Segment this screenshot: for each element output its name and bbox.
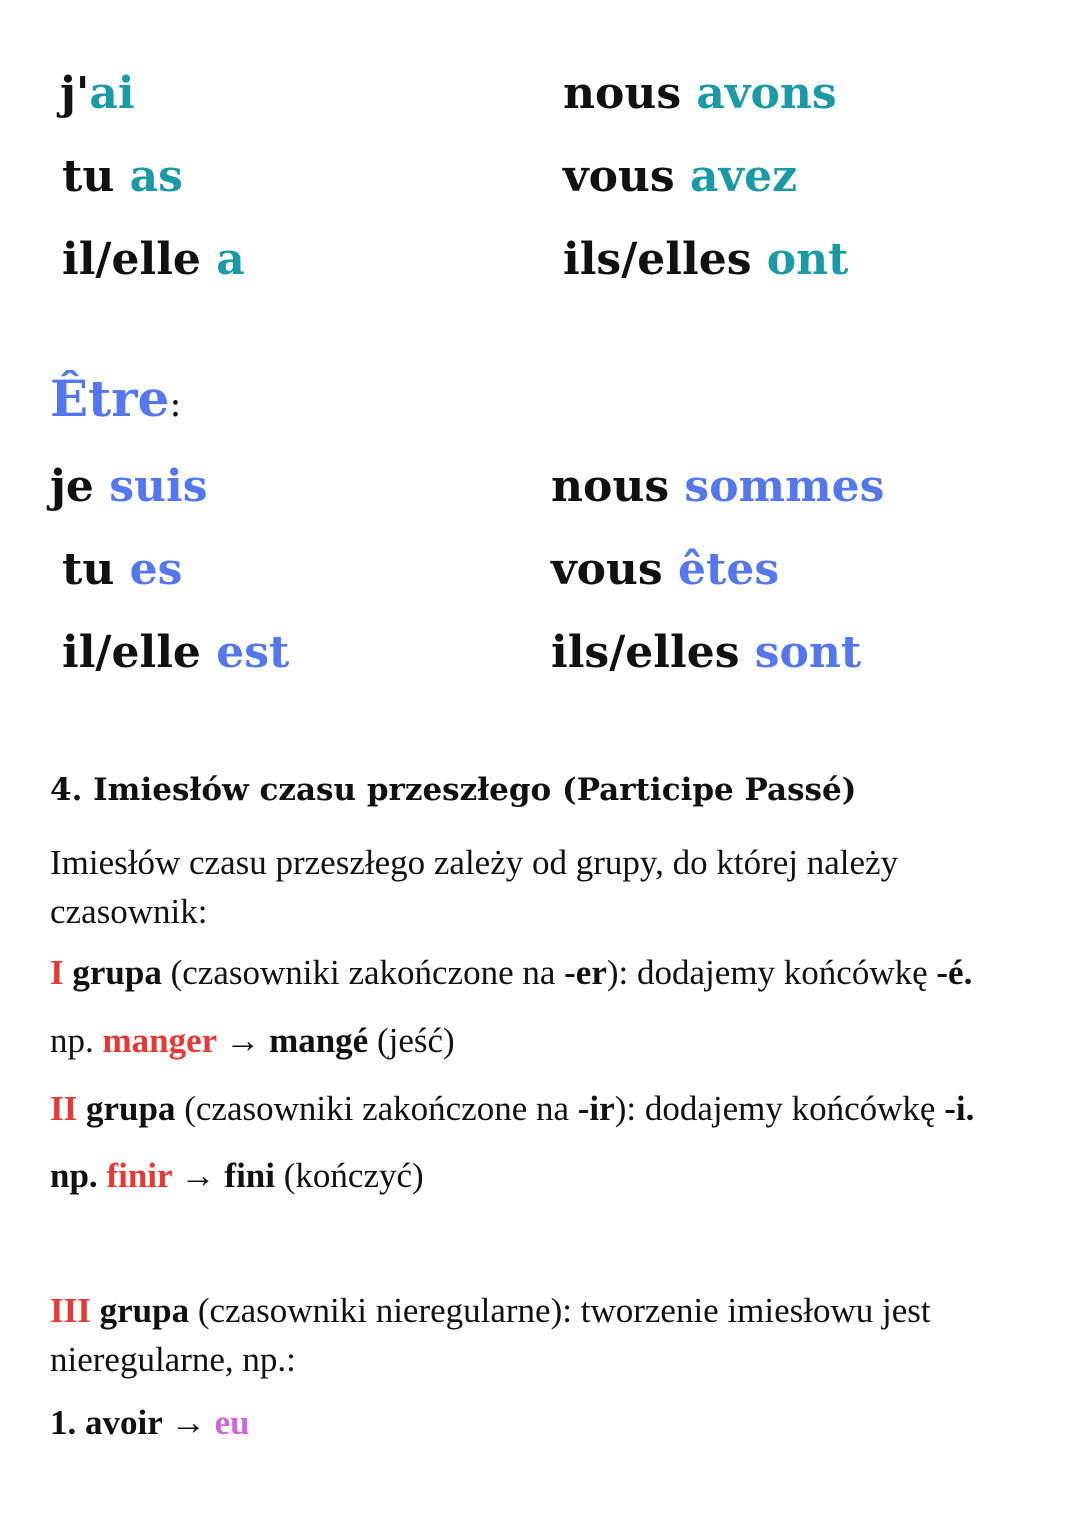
group-word: grupa — [63, 953, 162, 992]
arrow-icon: → — [162, 1403, 215, 1442]
arrow-icon: → — [216, 1021, 270, 1060]
group-desc: (czasowniki zakończone na — [175, 1089, 578, 1128]
list-participle: eu — [214, 1403, 250, 1442]
example-meaning: (jeść) — [368, 1021, 455, 1060]
verb-form: sommes — [684, 461, 885, 512]
arrow-icon: → — [171, 1156, 225, 1195]
participle-suffix: -é. — [936, 953, 973, 992]
verb-ending: -ir — [577, 1089, 615, 1128]
verb-form: est — [216, 627, 290, 678]
pronoun: ils/elles — [551, 627, 755, 678]
group-1-line — [50, 948, 1040, 997]
group-desc: (czasowniki zakończone na — [161, 953, 565, 992]
etre-row-il — [62, 627, 290, 678]
irregular-list-item-1 — [50, 1398, 1040, 1447]
pronoun: nous — [551, 461, 685, 512]
pronoun: il/elle — [62, 627, 217, 678]
pronoun: ils/elles — [563, 234, 767, 285]
pronoun: nous — [563, 68, 697, 119]
etre-row-nous — [551, 461, 885, 512]
verb-ending: -er — [564, 953, 607, 992]
avoir-row-ils — [563, 234, 849, 285]
verb-form: a — [216, 234, 245, 285]
pronoun: j' — [60, 68, 90, 119]
group-desc: (czasowniki nieregularne): tworzenie imiesłowu jest nieregularne, np.: — [50, 1291, 931, 1379]
etre-title — [50, 369, 182, 428]
etre-row-vous — [551, 544, 780, 595]
group-rule: ): dodajemy końcówkę — [606, 953, 937, 992]
pronoun: vous — [563, 151, 690, 202]
example-infinitive: finir — [106, 1156, 172, 1195]
group-word: grupa — [77, 1089, 176, 1128]
group-3-paragraph — [50, 1286, 1040, 1384]
group-word: grupa — [90, 1291, 190, 1330]
example-1-line — [50, 1016, 1040, 1065]
group-number: I — [50, 953, 64, 992]
verb-form: suis — [109, 461, 208, 512]
example-2-line — [50, 1151, 1040, 1200]
etre-row-tu — [62, 544, 183, 595]
avoir-row-vous — [563, 151, 798, 202]
etre-title-word: Être — [50, 369, 170, 428]
group-rule: ): dodajemy końcówkę — [614, 1089, 945, 1128]
example-participle: mangé — [269, 1021, 369, 1060]
list-infinitive: 1. avoir — [50, 1403, 163, 1442]
pronoun: tu — [62, 151, 130, 202]
etre-row-je — [50, 461, 208, 512]
avoir-row-il — [62, 234, 245, 285]
verb-form: es — [129, 544, 183, 595]
group-2-line — [50, 1084, 1040, 1133]
example-participle: fini — [224, 1156, 275, 1195]
verb-form: sont — [754, 627, 862, 678]
example-prefix: np. — [50, 1156, 107, 1195]
verb-form: as — [129, 151, 183, 202]
example-prefix: np. — [50, 1021, 103, 1060]
example-meaning: (kończyć) — [275, 1156, 424, 1195]
etre-title-colon: : — [169, 384, 182, 425]
avoir-row-je — [60, 68, 135, 119]
group-number: II — [50, 1089, 78, 1128]
participle-suffix: -i. — [944, 1089, 975, 1128]
verb-form: ai — [89, 68, 135, 119]
pronoun: vous — [551, 544, 678, 595]
verb-form: avez — [690, 151, 798, 202]
pronoun: je — [50, 461, 110, 512]
verb-form: ont — [766, 234, 849, 285]
pronoun: tu — [62, 544, 130, 595]
example-infinitive: manger — [102, 1021, 217, 1060]
section-heading: 4. Imiesłów czasu przeszłego (Participe Passé) — [50, 772, 857, 808]
intro-paragraph: Imiesłów czasu przeszłego zależy od grupy, do której należy czasownik: — [50, 843, 899, 931]
avoir-row-tu — [62, 151, 183, 202]
pronoun: il/elle — [62, 234, 217, 285]
group-number: III — [50, 1291, 91, 1330]
avoir-row-nous — [563, 68, 837, 119]
etre-row-ils — [551, 627, 862, 678]
verb-form: êtes — [678, 544, 780, 595]
verb-form: avons — [696, 68, 837, 119]
